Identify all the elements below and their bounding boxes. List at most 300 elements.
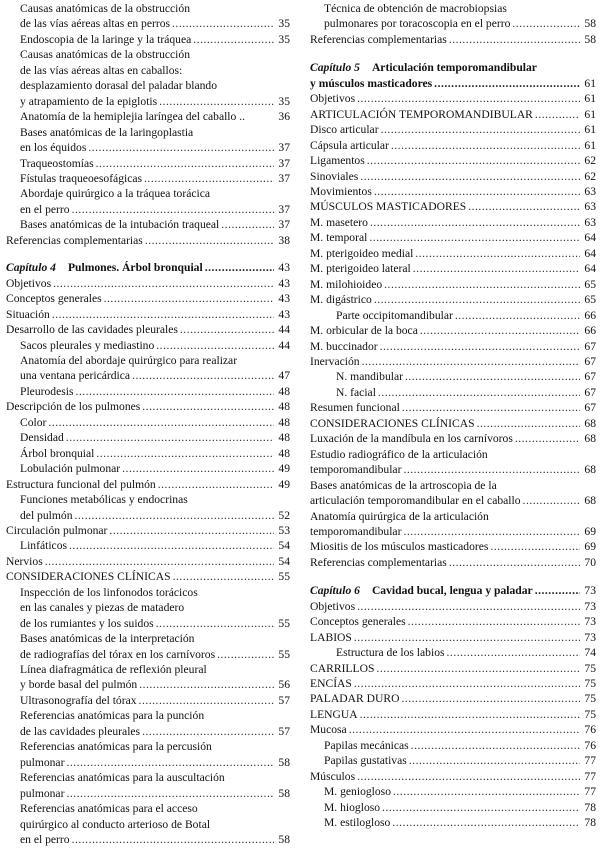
toc-entry xyxy=(310,215,596,230)
entry-title-densidad: Densidad xyxy=(20,431,64,445)
toc-entry xyxy=(310,416,596,431)
page-number: 48 xyxy=(278,446,290,460)
page-number: 73 xyxy=(584,615,596,629)
toc-entry xyxy=(6,662,290,693)
page-number: 61 xyxy=(584,138,596,152)
entry-title-referencias-anatomicas-para-el-acceso: quirúrgico al conducto arterioso de Botal xyxy=(20,817,211,831)
entry-title-causas-anatomicas-de-la-obstruccion: de las vías aéreas altas en caballos: xyxy=(20,63,183,77)
toc-chapter-heading xyxy=(310,583,596,598)
chapter-label: Capítulo 4 xyxy=(6,261,56,275)
toc-entry xyxy=(310,645,596,660)
page-number: 66 xyxy=(584,308,596,322)
leader-dots xyxy=(349,722,580,737)
toc-entry xyxy=(6,47,290,109)
leader-dots xyxy=(357,599,580,614)
page-number: 48 xyxy=(278,415,290,429)
toc-entry xyxy=(310,1,596,32)
toc-entry xyxy=(6,171,290,186)
leader-dots xyxy=(48,415,274,430)
entry-title-objetivos: Objetivos xyxy=(6,276,52,290)
page-number: 58 xyxy=(278,786,290,800)
page-number: 73 xyxy=(584,630,596,644)
leader-dots xyxy=(142,724,274,739)
entry-title-funciones-metabolicas-y-endocrinas: Funciones metabólicas y endocrinas xyxy=(20,493,188,507)
toc-entry xyxy=(310,184,596,199)
page-number: 61 xyxy=(584,123,596,137)
entry-title-m-hiogloso: M. hiogloso xyxy=(324,800,381,814)
toc-entry xyxy=(6,276,290,291)
page-number: 68 xyxy=(584,432,596,446)
entry-title-encias: ENCÍAS xyxy=(310,677,352,691)
entry-title-referencias-anatomicas-para-la-percusion: pulmonar xyxy=(20,755,65,769)
entry-title-m-digastrico: M. digástrico xyxy=(310,293,372,307)
page-number: 55 xyxy=(278,647,290,661)
page-number: 63 xyxy=(584,200,596,214)
entry-title-mucosa: Mucosa xyxy=(310,723,347,737)
leader-dots xyxy=(75,508,275,523)
entry-title-bases-anatomicas-de-la-artroscopia-de-la: Bases anatómicas de la artroscopia de la xyxy=(310,478,497,492)
page-number: 75 xyxy=(584,677,596,691)
page-number: 48 xyxy=(278,400,290,414)
toc-entry xyxy=(310,323,596,338)
toc-left-column xyxy=(6,1,290,847)
leader-dots xyxy=(374,184,580,199)
entry-title-anatomia-de-la-hemiplejia-laringea-del-c: Anatomía de la hemiplejia laríngea del caballo .. xyxy=(20,110,246,124)
leader-dots xyxy=(523,493,580,508)
leader-dots xyxy=(53,276,274,291)
toc-entry xyxy=(310,91,596,106)
leader-dots xyxy=(405,369,580,384)
entry-title-linea-diafragmatica-de-reflexion-pleural: Línea diafragmática de reflexión pleural xyxy=(20,663,207,677)
toc-entry xyxy=(6,585,290,631)
toc-entry xyxy=(310,784,596,799)
entry-title-desarrollo-de-las-cavidades-pleurales: Desarrollo de las cavidades pleurales xyxy=(6,323,178,337)
page-number: 49 xyxy=(278,477,290,491)
leader-dots xyxy=(382,800,580,815)
entry-title-articulacion-temporomandibular: ARTICULACIÓN TEMPOROMANDIBULAR xyxy=(310,107,533,121)
entry-title-papilas-mecanicas: Papilas mecánicas xyxy=(324,738,409,752)
entry-title-m-orbicular-de-la-boca: M. orbicular de la boca xyxy=(310,324,418,338)
leader-dots xyxy=(362,354,580,369)
toc-entry xyxy=(6,307,290,322)
leader-dots xyxy=(122,461,274,476)
page-number: 63 xyxy=(584,184,596,198)
page-number: 58 xyxy=(278,833,290,847)
page-number: 75 xyxy=(584,661,596,675)
page-number: 58 xyxy=(584,32,596,46)
leader-dots xyxy=(217,647,274,662)
toc-entry xyxy=(6,461,290,476)
toc-entry xyxy=(310,261,596,276)
page-number: 67 xyxy=(584,385,596,399)
entry-title-inspeccion-de-los-linfonodos-toracicos: en las canales y piezas de matadero xyxy=(20,601,185,615)
toc-entry xyxy=(6,1,290,32)
leader-dots xyxy=(370,215,580,230)
toc-entry xyxy=(6,233,290,248)
toc-entry xyxy=(6,739,290,770)
leader-dots xyxy=(367,153,580,168)
page-number: 78 xyxy=(584,816,596,830)
entry-title-anatomia-del-abordaje-quirurgico-para-re: Anatomía del abordaje quirúrgico para realizar xyxy=(20,353,238,367)
toc-entry xyxy=(6,523,290,538)
leader-dots xyxy=(156,338,274,353)
entry-title-referencias-anatomicas-para-la-puncion: Referencias anatómicas para la punción xyxy=(20,709,205,723)
page-number: 64 xyxy=(584,262,596,276)
entry-title-musculos-masticadores: MÚSCULOS MASTICADORES xyxy=(310,200,467,214)
leader-dots xyxy=(144,171,274,186)
leader-dots xyxy=(69,538,274,553)
toc-entry xyxy=(310,815,596,830)
entry-title-anatomia-del-abordaje-quirurgico-para-re: una ventana pericárdica xyxy=(20,369,131,383)
page-number: 43 xyxy=(278,261,290,275)
toc-entry xyxy=(310,630,596,645)
entry-title-abordaje-quirurgico-a-la-traquea-toracic: en el perro xyxy=(20,202,70,216)
page-number: 67 xyxy=(584,354,596,368)
entry-title-consideraciones-clinicas: CONSIDERACIONES CLÍNICAS xyxy=(6,570,171,584)
entry-title-estructura-funcional-del-pulmon: Estructura funcional del pulmón xyxy=(6,477,156,491)
leader-dots xyxy=(66,430,274,445)
leader-dots xyxy=(449,555,580,570)
entry-title-linea-diafragmatica-de-reflexion-pleural: y borde basal del pulmón xyxy=(20,678,138,692)
page-number: 75 xyxy=(584,707,596,721)
leader-dots xyxy=(393,784,580,799)
toc-entry xyxy=(6,708,290,739)
entry-title-objetivos: Objetivos xyxy=(310,92,356,106)
entry-title-m-geniogloso: M. geniogloso xyxy=(324,785,391,799)
leader-dots xyxy=(132,368,274,383)
entry-title-conceptos-generales: Conceptos generales xyxy=(310,615,406,629)
page-number: 43 xyxy=(278,307,290,321)
toc-entry xyxy=(310,369,596,384)
leader-dots xyxy=(490,539,580,554)
toc-entry xyxy=(310,691,596,706)
entry-title-musculos: Músculos xyxy=(310,769,356,783)
entry-title-n-mandibular: N. mandibular xyxy=(336,370,403,384)
leader-dots xyxy=(158,477,274,492)
page-number: 43 xyxy=(278,292,290,306)
entry-title-m-masetero: M. masetero xyxy=(310,215,368,229)
toc-entry xyxy=(310,385,596,400)
leader-dots xyxy=(72,202,274,217)
entry-title-capsula-articular: Cápsula articular xyxy=(310,138,389,152)
toc-entry xyxy=(6,125,290,156)
entry-title-m-buccinador: M. buccinador xyxy=(310,339,378,353)
leader-dots xyxy=(392,815,580,830)
leader-dots xyxy=(96,156,274,171)
chapter-title: Pulmones. Árbol bronquial xyxy=(67,261,203,275)
page-number: 62 xyxy=(584,169,596,183)
page-number: 53 xyxy=(278,523,290,537)
toc-entry xyxy=(6,538,290,553)
leader-dots xyxy=(512,16,580,31)
leader-dots xyxy=(380,339,580,354)
page-number: 73 xyxy=(584,599,596,613)
toc-entry xyxy=(6,186,290,217)
page-number: 77 xyxy=(584,785,596,799)
toc-entry xyxy=(310,447,596,478)
leader-dots xyxy=(447,645,580,660)
entry-title-nervios: Nervios xyxy=(6,554,43,568)
leader-dots xyxy=(535,583,580,598)
leader-dots xyxy=(104,291,274,306)
page-number: 77 xyxy=(584,769,596,783)
page-number: 38 xyxy=(278,233,290,247)
leader-dots xyxy=(205,260,274,275)
entry-title-n-facial: N. facial xyxy=(336,385,376,399)
page-number: 56 xyxy=(278,678,290,692)
toc-entry xyxy=(6,338,290,353)
leader-dots xyxy=(360,169,580,184)
toc-entry xyxy=(6,801,290,847)
leader-dots xyxy=(66,755,274,770)
toc-right-column xyxy=(310,1,596,831)
toc-entry xyxy=(310,707,596,722)
leader-dots xyxy=(403,462,580,477)
page-number: 69 xyxy=(584,540,596,554)
entry-title-ultrasonografia-del-torax: Ultrasonografía del tórax xyxy=(20,693,137,707)
entry-title-arbol-bronquial: Árbol bronquial xyxy=(20,446,95,460)
page-number: 44 xyxy=(278,323,290,337)
page-number: 62 xyxy=(584,154,596,168)
leader-dots xyxy=(434,76,580,91)
leader-dots xyxy=(468,199,580,214)
entry-title-sinoviales: Sinoviales xyxy=(310,169,359,183)
entry-title-referencias-anatomicas-para-la-auscultac: pulmonar xyxy=(20,786,65,800)
toc-entry xyxy=(6,477,290,492)
entry-title-estudio-radiografico-de-la-articulacion: Estudio radiográfico de la articulación xyxy=(310,447,488,461)
entry-title-endoscopia-de-la-laringe-y-la-traquea: Endoscopia de la laringe y la tráquea xyxy=(20,32,192,46)
toc-entry xyxy=(310,661,596,676)
entry-title-bases-anatomicas-de-la-laringoplastia: Bases anatómicas de la laringoplastia xyxy=(20,125,194,139)
toc-entry xyxy=(6,569,290,584)
page-number: 61 xyxy=(584,76,596,90)
chapter-label: Capítulo 6 xyxy=(310,584,360,598)
leader-dots xyxy=(139,693,274,708)
toc-entry xyxy=(310,138,596,153)
entry-title-anatomia-quirurgica-de-la-articulacion: Anatomía quirúrgica de la articulación xyxy=(310,509,489,523)
leader-dots xyxy=(357,769,580,784)
entry-title-bases-anatomicas-de-la-intubacion-traque: Bases anatómicas de la intubación traqueal xyxy=(20,218,220,232)
page-number: 67 xyxy=(584,339,596,353)
toc-entry xyxy=(310,400,596,415)
leader-dots xyxy=(376,661,580,676)
leader-dots xyxy=(52,307,274,322)
leader-dots xyxy=(378,385,580,400)
page-number: 76 xyxy=(584,723,596,737)
toc-chapter-heading xyxy=(310,60,596,91)
toc-chapter-heading xyxy=(6,260,290,275)
entry-title-parte-occipitomandibular: Parte occipitomandibular xyxy=(336,308,453,322)
entry-title-ligamentos: Ligamentos xyxy=(310,154,365,168)
entry-title-descripcion-de-los-pulmones: Descripción de los pulmones xyxy=(6,400,141,414)
page-number: 43 xyxy=(278,276,290,290)
toc-entry xyxy=(310,676,596,691)
toc-entry xyxy=(6,322,290,337)
leader-dots xyxy=(221,217,274,232)
entry-title-inspeccion-de-los-linfonodos-toracicos: Inspección de los linfonodos torácicos xyxy=(20,585,198,599)
entry-title-bases-anatomicas-de-la-interpretacion: Bases anatómicas de la interpretación xyxy=(20,632,195,646)
page-number: 78 xyxy=(584,800,596,814)
page-number: 61 xyxy=(584,92,596,106)
toc-entry xyxy=(310,614,596,629)
leader-dots xyxy=(88,140,274,155)
entry-title-bases-anatomicas-de-la-interpretacion: de radiografías del tórax en los carnívoros xyxy=(20,647,216,661)
leader-dots xyxy=(401,691,580,706)
leader-dots xyxy=(515,431,580,446)
page-number: 65 xyxy=(584,293,596,307)
toc-entry xyxy=(6,399,290,414)
page-number: 48 xyxy=(278,431,290,445)
page-number: 77 xyxy=(584,754,596,768)
page-number: 61 xyxy=(584,107,596,121)
leader-dots xyxy=(66,786,274,801)
leader-dots xyxy=(381,122,580,137)
toc-entry xyxy=(310,354,596,369)
leader-dots xyxy=(391,138,580,153)
entry-title-color: Color xyxy=(20,415,47,429)
toc-entry xyxy=(310,555,596,570)
entry-title-linfaticos: Linfáticos xyxy=(20,539,68,553)
page-number: 47 xyxy=(278,369,290,383)
leader-dots xyxy=(354,676,580,691)
entry-title-causas-anatomicas-de-la-obstruccion: Causas anatómicas de la obstrucción xyxy=(20,48,190,62)
entry-title-referencias-anatomicas-para-la-puncion: de las cavidades pleurales xyxy=(20,724,141,738)
toc-entry xyxy=(310,122,596,137)
toc-entry xyxy=(310,32,596,47)
entry-title-anatomia-quirurgica-de-la-articulacion: temporomandibular xyxy=(310,524,402,538)
toc-entry xyxy=(310,431,596,446)
page-number: 76 xyxy=(584,738,596,752)
page-number: 66 xyxy=(584,324,596,338)
toc-entry xyxy=(310,722,596,737)
page-number: 35 xyxy=(278,94,290,108)
page-number: 44 xyxy=(278,338,290,352)
leader-dots xyxy=(75,384,274,399)
entry-title-tecnica-de-obtencion-de-macrobiopsias: Técnica de obtención de macrobiopsias xyxy=(324,2,507,15)
page-number: 64 xyxy=(584,246,596,260)
entry-title-movimientos: Movimientos xyxy=(310,184,372,198)
toc-entry xyxy=(6,291,290,306)
toc-entry xyxy=(310,292,596,307)
toc-entry xyxy=(310,769,596,784)
toc-entry xyxy=(310,107,596,122)
entry-title-m-estilogloso: M. estilogloso xyxy=(324,816,391,830)
page-number: 73 xyxy=(584,584,596,598)
page-number: 57 xyxy=(278,724,290,738)
entry-title-bases-anatomicas-de-la-artroscopia-de-la: articulación temporomandibular en el caballo xyxy=(310,494,521,508)
entry-title-situacion: Situación xyxy=(6,307,50,321)
entry-title-m-milohioideo: M. milohioideo xyxy=(310,277,383,291)
page-number: 49 xyxy=(278,462,290,476)
page-number: 68 xyxy=(584,463,596,477)
page-number: 67 xyxy=(584,401,596,415)
page-number: 57 xyxy=(278,693,290,707)
leader-dots xyxy=(449,32,580,47)
toc-entry xyxy=(6,693,290,708)
leader-dots xyxy=(413,261,580,276)
leader-dots xyxy=(145,233,274,248)
toc-entry xyxy=(310,753,596,768)
entry-title-estudio-radiografico-de-la-articulacion: temporomandibular xyxy=(310,463,402,477)
toc-entry xyxy=(6,217,290,232)
page-number: 74 xyxy=(584,646,596,660)
toc-entry xyxy=(310,478,596,509)
entry-title-inervacion: Inervación xyxy=(310,354,360,368)
leader-dots xyxy=(142,399,274,414)
toc-entry xyxy=(310,246,596,261)
leader-dots xyxy=(420,323,580,338)
page-number: 58 xyxy=(278,755,290,769)
chapter-title: Cavidad bucal, lengua y paladar xyxy=(371,584,533,598)
entry-title-referencias-complementarias: Referencias complementarias xyxy=(310,555,447,569)
page-number: 67 xyxy=(584,370,596,384)
leader-dots xyxy=(96,446,274,461)
leader-dots xyxy=(173,569,274,584)
entry-title-estructura-de-los-labios: Estructura de los labios xyxy=(336,646,445,660)
page-number: 48 xyxy=(278,384,290,398)
entry-title-causas-anatomicas-de-la-obstruccion: de las vías aéreas altas en perros xyxy=(20,17,171,31)
toc-entry xyxy=(310,153,596,168)
leader-dots xyxy=(374,292,580,307)
leader-dots xyxy=(193,32,274,47)
entry-title-resumen-funcional: Resumen funcional xyxy=(310,401,400,415)
page-number: 68 xyxy=(584,494,596,508)
toc-entry xyxy=(6,554,290,569)
entry-title-fistulas-traqueoesofagicas: Fístulas traqueoesofágicas xyxy=(20,171,143,185)
page-number: 37 xyxy=(278,156,290,170)
toc-entry xyxy=(310,230,596,245)
toc-entry xyxy=(310,308,596,323)
page-number: 37 xyxy=(278,141,290,155)
entry-title-abordaje-quirurgico-a-la-traquea-toracic: Abordaje quirúrgico a la tráquea torácica xyxy=(20,187,211,201)
page-number: 63 xyxy=(584,215,596,229)
entry-title-m-pterigoideo-medial: M. pterigoideo medial xyxy=(310,246,414,260)
page-number: 52 xyxy=(278,508,290,522)
entry-title-causas-anatomicas-de-la-obstruccion: y atrapamiento de la epiglotis xyxy=(20,94,158,108)
chapter-title: y músculos masticadores xyxy=(310,76,433,90)
toc-entry xyxy=(310,277,596,292)
entry-title-lobulacion-pulmonar: Lobulación pulmonar xyxy=(20,462,121,476)
toc-entry xyxy=(6,492,290,523)
leader-dots xyxy=(384,277,580,292)
entry-title-referencias-anatomicas-para-la-auscultac: Referencias anatómicas para la auscultación xyxy=(20,771,225,785)
leader-dots xyxy=(109,523,274,538)
entry-title-referencias-complementarias: Referencias complementarias xyxy=(6,233,143,247)
page-number: 65 xyxy=(584,277,596,291)
toc-entry xyxy=(6,353,290,384)
entry-title-causas-anatomicas-de-la-obstruccion: Causas anatómicas de la obstrucción xyxy=(20,2,190,15)
page-number: 55 xyxy=(278,570,290,584)
page-number: 37 xyxy=(278,171,290,185)
page-number: 64 xyxy=(584,231,596,245)
entry-title-traqueostomias: Traqueostomías xyxy=(20,156,94,170)
entry-title-paladar-duro: PALADAR DURO xyxy=(310,692,400,706)
entry-title-circulacion-pulmonar: Circulación pulmonar xyxy=(6,523,108,537)
entry-title-bases-anatomicas-de-la-laringoplastia: en los équidos xyxy=(20,141,87,155)
page-number: 37 xyxy=(278,218,290,232)
entry-title-papilas-gustativas: Papilas gustativas xyxy=(324,754,407,768)
page-number: 55 xyxy=(278,616,290,630)
entry-title-carrillos: CARRILLOS xyxy=(310,661,375,675)
page-number: 68 xyxy=(584,416,596,430)
toc-entry xyxy=(6,631,290,662)
entry-title-referencias-anatomicas-para-la-percusion: Referencias anatómicas para la percusión xyxy=(20,740,212,754)
leader-dots xyxy=(180,322,274,337)
entry-title-tecnica-de-obtencion-de-macrobiopsias: pulmonares por toracoscopia en el perro xyxy=(324,17,511,31)
page-number: 35 xyxy=(278,32,290,46)
leader-dots xyxy=(403,524,580,539)
toc-entry xyxy=(6,770,290,801)
